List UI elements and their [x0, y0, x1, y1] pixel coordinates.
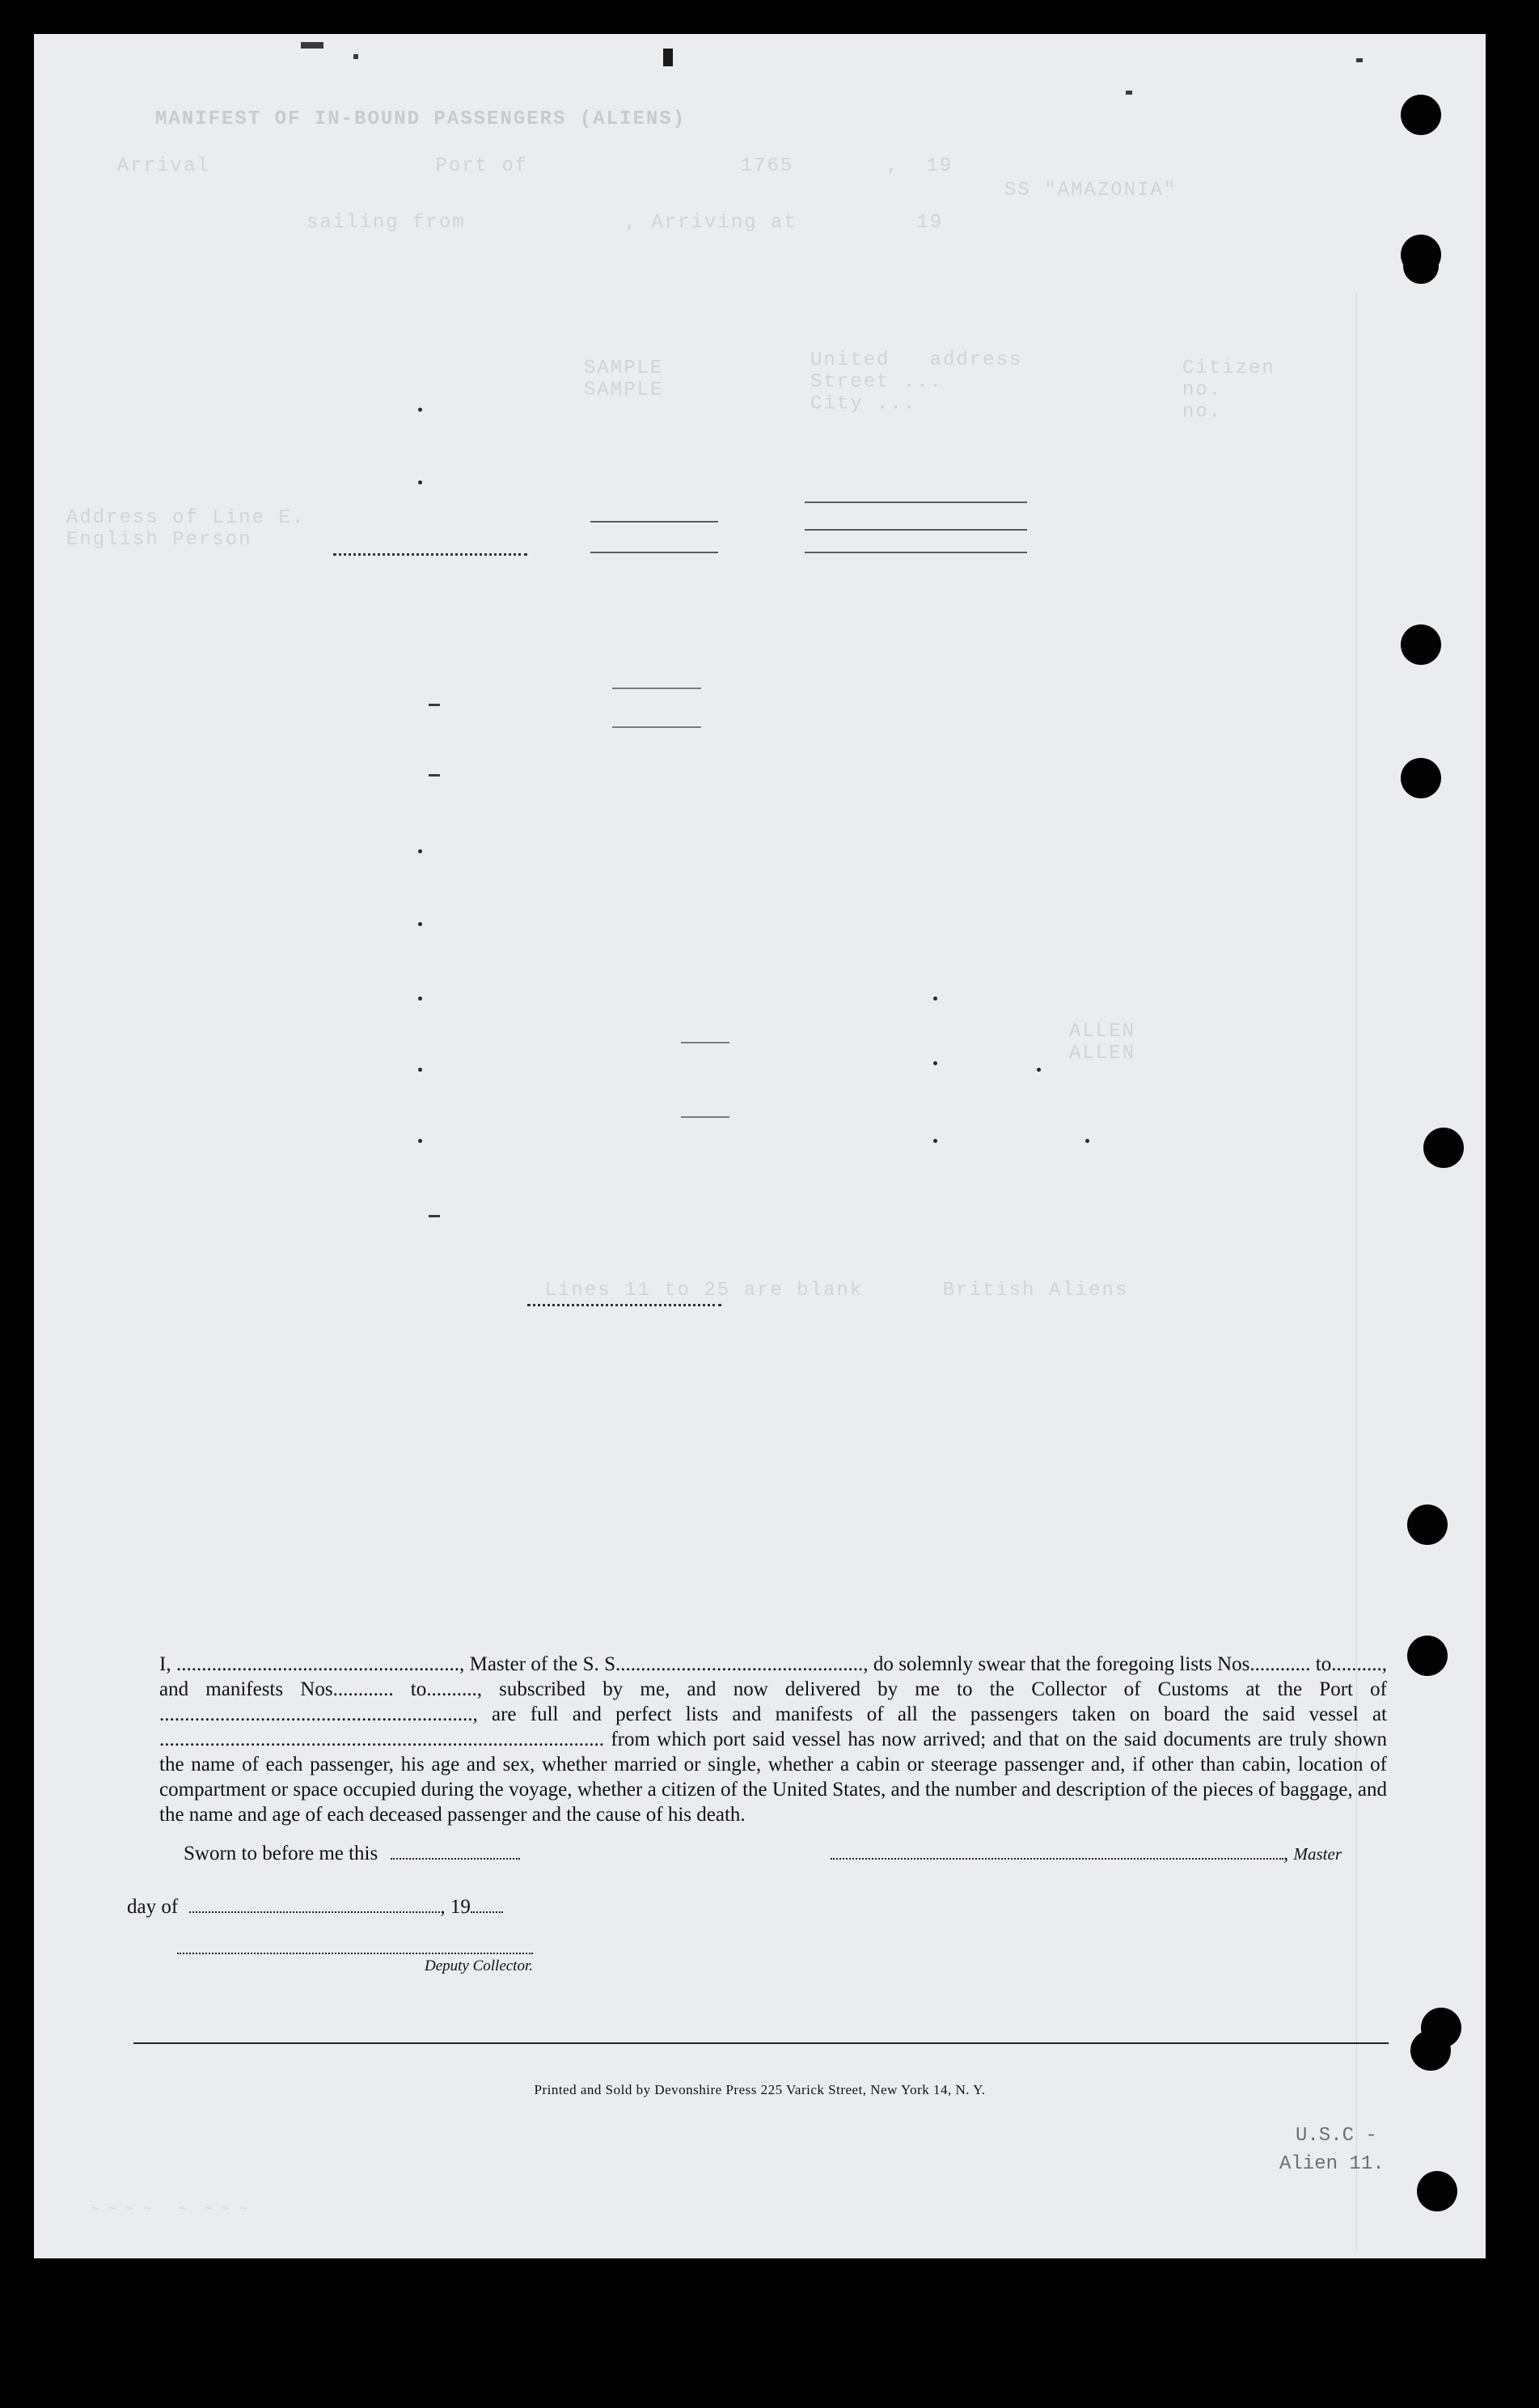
- binder-hole: [1403, 248, 1439, 284]
- day-of-blank: [189, 1911, 440, 1913]
- ink-dot: [418, 997, 422, 1001]
- dotted-leader: [527, 1304, 721, 1306]
- document-page: [34, 34, 1486, 2258]
- sworn-row: [184, 1843, 520, 1865]
- ink-mark: [663, 49, 673, 66]
- ink-dash: [429, 1215, 440, 1217]
- binder-hole: [1401, 95, 1441, 135]
- ink-dot: [933, 1061, 937, 1065]
- binder-hole: [1407, 1636, 1448, 1676]
- binder-hole: [1407, 1504, 1448, 1545]
- corner-note-line-2: Alien 11.: [1279, 2153, 1385, 2175]
- master-oath-paragraph: [159, 1652, 1387, 1827]
- binder-hole: [1417, 2171, 1457, 2211]
- strike-line: [612, 726, 701, 728]
- ink-dot: [418, 1139, 422, 1143]
- strike-line: [612, 688, 701, 689]
- ghost-header-text: MANIFEST OF IN-BOUND PASSENGERS (ALIENS): [155, 108, 687, 130]
- ghost-column-text: Citizen no. no.: [1182, 358, 1275, 423]
- ghost-subheader-text: Arrival Port of 1765 , 19: [91, 155, 953, 177]
- strike-line: [805, 501, 1027, 503]
- strike-line: [590, 552, 718, 553]
- day-of-row: [127, 1896, 503, 1919]
- ink-mark: [1356, 58, 1363, 62]
- ink-dot: [1085, 1139, 1089, 1143]
- ghost-left-text: Address of Line E. English Person: [66, 507, 306, 551]
- ghost-column-border: [1356, 293, 1357, 2250]
- ghost-vessel-text: SS "AMAZONIA": [1004, 180, 1178, 201]
- ink-dot: [933, 1139, 937, 1143]
- strike-line: [805, 552, 1027, 553]
- binder-hole: [1401, 624, 1441, 665]
- binder-hole: [1401, 758, 1441, 798]
- ink-dot: [418, 849, 422, 853]
- master-signature-row: , Master: [831, 1843, 1342, 1865]
- deputy-collector-label: Deputy Collector.: [424, 1957, 533, 1974]
- footer-rule: [133, 2042, 1389, 2044]
- master-label: Master: [1293, 1844, 1342, 1864]
- sworn-blank: [391, 1858, 520, 1860]
- ink-dot: [933, 997, 937, 1001]
- deputy-row: [177, 1953, 533, 1975]
- ghost-column-text: SAMPLE SAMPLE: [584, 358, 664, 401]
- strike-line: [681, 1042, 729, 1043]
- ink-dot: [418, 922, 422, 926]
- printer-imprint: Printed and Sold by Devonshire Press 225 Varick Street, New York 14, N. Y.: [534, 2082, 986, 2097]
- ghost-stamp: ~ ~ ~ ~ ~ ~ ~ ~: [91, 2202, 248, 2218]
- strike-line: [805, 529, 1027, 531]
- dotted-leader: [333, 553, 527, 556]
- ink-dot: [1037, 1068, 1041, 1072]
- strike-line: [590, 521, 718, 523]
- binder-hole: [1423, 1128, 1464, 1168]
- master-signature-blank: [831, 1858, 1283, 1860]
- ink-mark: [1126, 91, 1132, 95]
- day-of-label: day of: [127, 1896, 179, 1918]
- deputy-signature-blank: [177, 1953, 533, 1954]
- sworn-label: Sworn to before me this: [184, 1843, 378, 1864]
- ink-mark: [301, 42, 323, 49]
- ink-dot: [418, 480, 422, 485]
- year-prefix: , 19: [440, 1896, 471, 1918]
- ink-dot: [418, 408, 422, 412]
- ink-mark: [353, 54, 358, 59]
- ghost-line-text: sailing from , Arriving at 19: [147, 212, 944, 234]
- ink-dash: [429, 704, 440, 706]
- oath-text: I, ........................................................, Master of the S. S................................................., do solemnly swear that the foregoing lists Nos............ to.........., and manifests Nos............ to.........., subscribed by me, and now delivered by me to the Collector of Customs at the Port of .............................................................., are full and perfect lists and manifests of all the passengers taken on board the said vessel at ........................................................................................ from which port said vessel has now arrived; and that on the said documents are truly shown the name of each passenger, his age and sex, whether married or single, whether a cabin or steerage passenger and, if other than cabin, location of compartment or space occupied during the voyage, whether a citizen of the United States, and the number and description of the pieces of baggage, and the name and age of each deceased passenger and the cause of his death.: [159, 1653, 1387, 1826]
- ghost-bottom-line-text: Lines 11 to 25 are blank British Aliens: [293, 1280, 1129, 1301]
- ink-dash: [429, 774, 440, 777]
- corner-note-line-1: U.S.C -: [1296, 2125, 1377, 2147]
- binder-hole: [1410, 2030, 1451, 2071]
- ink-dot: [418, 1068, 422, 1072]
- strike-line: [681, 1116, 729, 1118]
- year-blank: [471, 1911, 503, 1913]
- ghost-right-text: ALLEN ALLEN: [1069, 1021, 1136, 1064]
- ghost-column-text: United address Street ... City ...: [810, 349, 1023, 415]
